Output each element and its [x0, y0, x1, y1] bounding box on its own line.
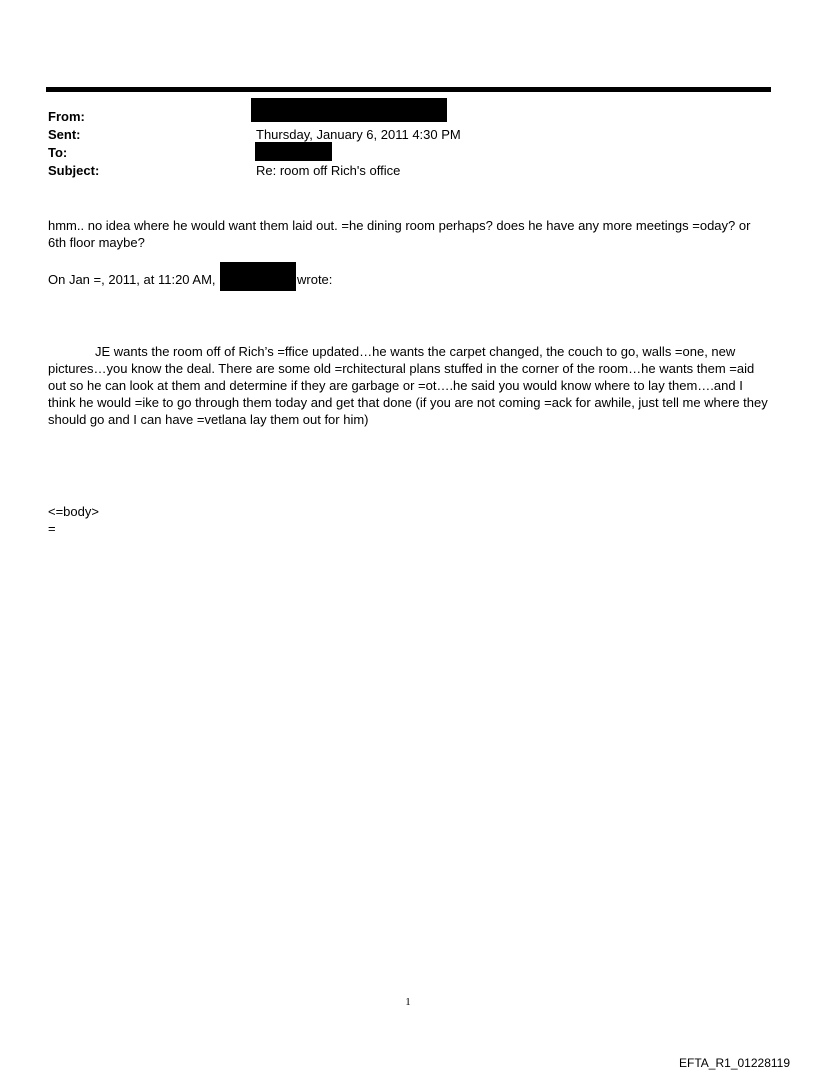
quote-intro-before: On Jan =, 2011, at 11:20 AM, — [48, 272, 216, 287]
sent-value: Thursday, January 6, 2011 4:30 PM — [256, 127, 461, 142]
sender-redaction — [220, 262, 296, 291]
reply-text: hmm.. no idea where he would want them laid out. =he dining room perhaps? does he have any more meetings =oday? or 6th floor maybe? — [48, 218, 751, 250]
subject-label: Subject: — [48, 163, 100, 178]
trailer-line-1: <=body> — [48, 504, 99, 519]
trailer-line-2: = — [48, 521, 56, 536]
to-label: To: — [48, 145, 68, 160]
quoted-message: JE wants the room off of Rich’s =ffice updated…he wants the carpet changed, the couch to go, walls =one, new pictures…you know the deal. There are some old =rchitectural plans stuffed in the corner of the room…he wants them =aid out so he can look at them and determine if they are garbage or =ot….he said you would know where to lay them….and I think he would =ike to go through them today and get that done (if you are not coming =ack for awhile, just tell me where they should go and I can have =vetlana lay them out for him) — [48, 344, 768, 427]
sent-label: Sent: — [48, 127, 81, 142]
to-redaction — [255, 142, 332, 161]
document-id: EFTA_R1_01228119 — [679, 1056, 790, 1070]
header-rule — [46, 87, 771, 92]
from-redaction — [251, 98, 447, 122]
quote-intro — [48, 271, 772, 288]
page-number: 1 — [405, 996, 411, 1008]
quote-intro-after: wrote: — [297, 272, 333, 287]
from-label: From: — [48, 109, 85, 124]
subject-value: Re: room off Rich's office — [256, 163, 401, 178]
